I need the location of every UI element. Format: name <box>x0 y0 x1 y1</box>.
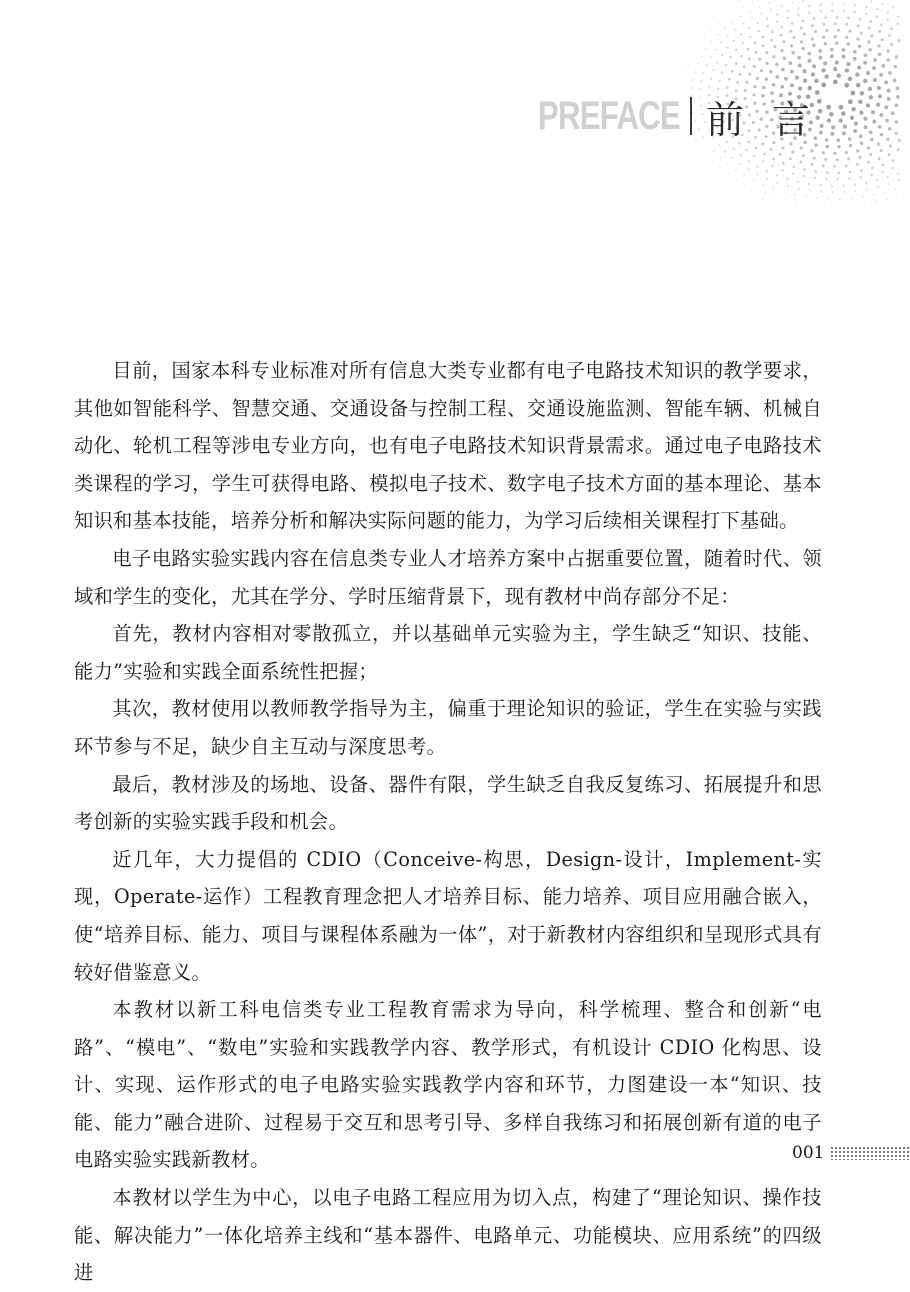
paragraph: 本教材以学生为中心，以电子电路工程应用为切入点，构建了“理论知识、操作技能、解决能力”一体化培养主线和“基本器件、电路单元、功能模块、应用系统”的四级进 <box>74 1186 822 1285</box>
page-footer <box>792 1143 910 1163</box>
dotted-ornament <box>830 1146 910 1160</box>
preface-chinese-title: 前言 <box>705 97 838 142</box>
page-number: 001 <box>792 1143 825 1163</box>
page-header <box>538 86 838 146</box>
paragraph: 电子电路实验实践内容在信息类专业人才培养方案中占据重要位置，随着时代、领域和学生的变化，尤其在学分、学时压缩背景下，现有教材中尚存部分不足： <box>74 546 822 608</box>
paragraph: 最后，教材涉及的场地、设备、器件有限，学生缺乏自我反复练习、拓展提升和思考创新的实验实践手段和机会。 <box>74 772 822 834</box>
preface-english-title: PREFACE <box>538 93 680 138</box>
paragraph: 首先，教材内容相对零散孤立，并以基础单元实验为主，学生缺乏“知识、技能、能力”实验和实践全面系统性把握； <box>74 622 822 683</box>
paragraph: 目前，国家本科专业标准对所有信息大类专业都有电子电路技术知识的教学要求，其他如智能科学、智慧交通、交通设备与控制工程、交通设施监测、智能车辆、机械自动化、轮机工程等涉电专业方向，也有电子电路技术知识背景需求。通过电子电路技术类课程的学习，学生可获得电路、模拟电子技术、数字电子技术方面的基本理论、基本知识和基本技能，培养分析和解决实际问题的能力，为学习后续相关课程打下基础。 <box>74 359 822 533</box>
paragraph: 近几年，大力提倡的 CDIO（Conceive-构思，Design-设计，Implement-实现，Operate-运作）工程教育理念把人才培养目标、能力培养、项目应用融合嵌入，使“培养目标、能力、项目与课程体系融为一体”，对于新教材内容组织和呈现形式具有较好借鉴意义。 <box>74 847 822 984</box>
body-text <box>74 352 825 1292</box>
header-divider-bar <box>690 97 692 135</box>
paragraph: 其次，教材使用以教师教学指导为主，偏重于理论知识的验证，学生在实验与实践环节参与不足，缺少自主互动与深度思考。 <box>74 697 822 758</box>
paragraph: 本教材以新工科电信类专业工程教育需求为导向，科学梳理、整合和创新“电路”、“模电”、“数电”实验和实践教学内容、教学形式，有机设计 CDIO 化构思、设计、实现、运作形式的电子电路实验实践教学内容和环节，力图建设一本“知识、技能、能力”融合进阶、过程易于交互和思考引导、多样自我练习和拓展创新有道的电子电路实验实践新教材。 <box>74 998 822 1172</box>
